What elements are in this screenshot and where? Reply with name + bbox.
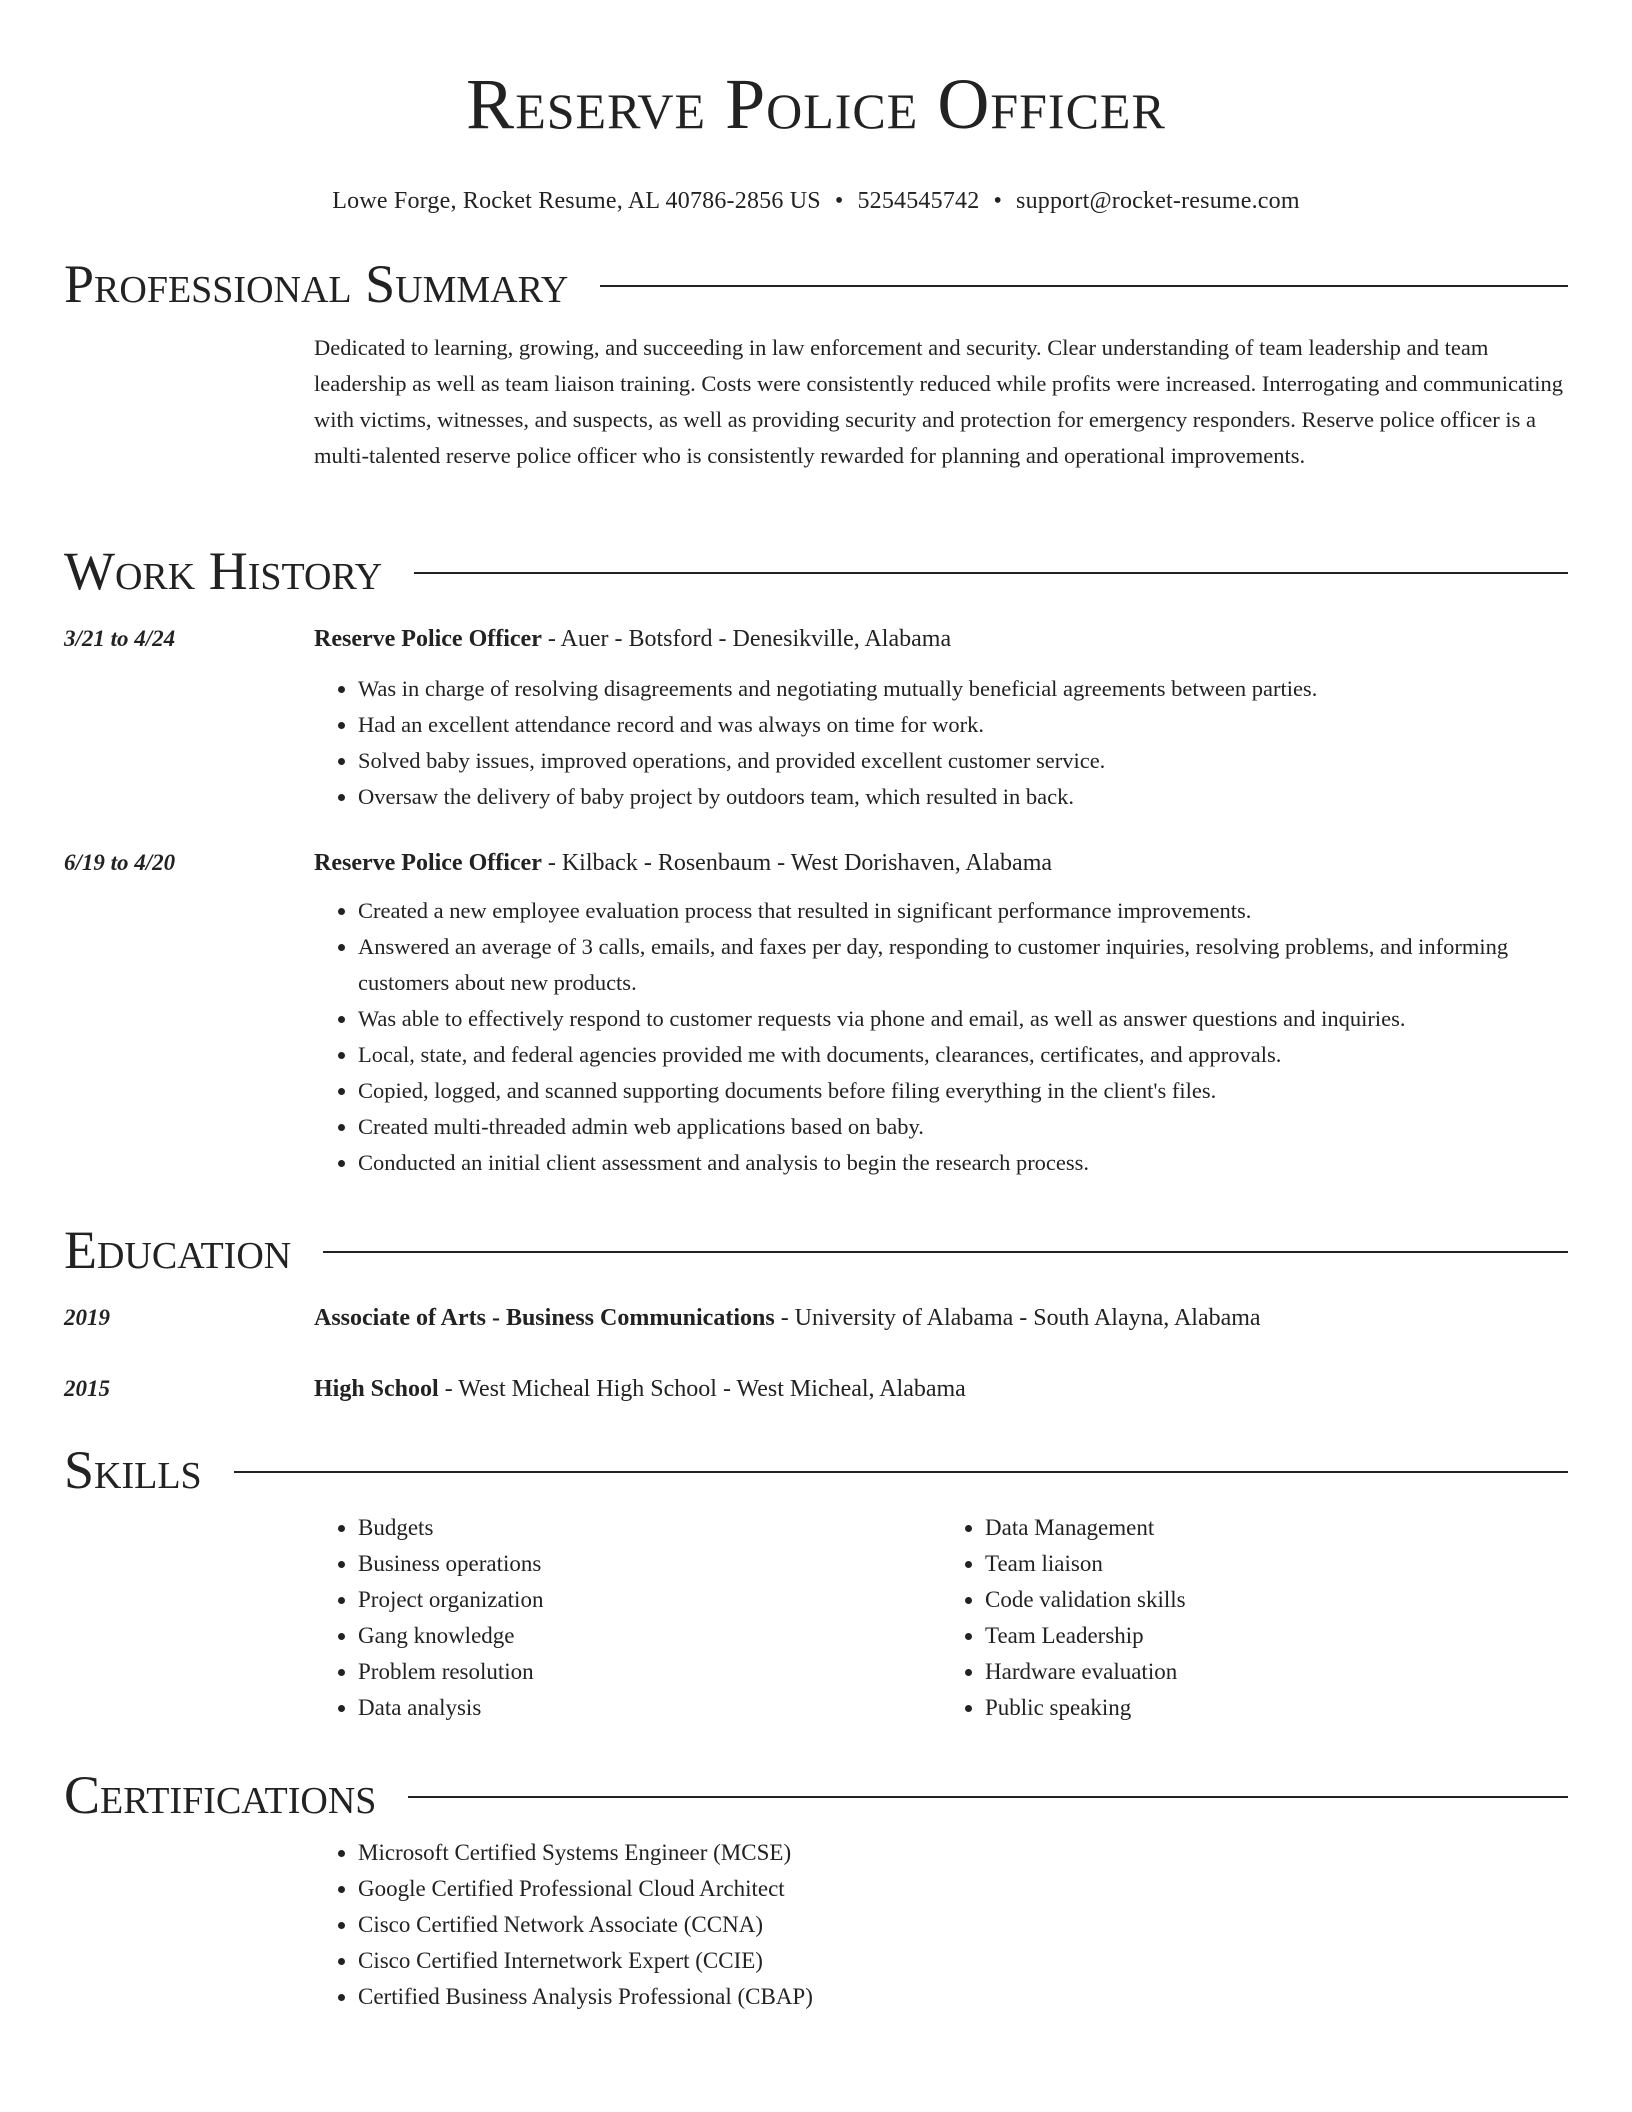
list-item: • Created a new employee evaluation process that resulted in significant performance improvements.	[358, 893, 1568, 929]
job-role: Reserve Police Officer	[314, 626, 542, 652]
list-item: • Had an excellent attendance record and was always on time for work.	[358, 707, 1568, 743]
contact-line	[0, 186, 1632, 216]
section-rule	[234, 1471, 1568, 1473]
list-item: • Cisco Certified Network Associate (CCNA)	[358, 1907, 1358, 1943]
section-header	[64, 1765, 1568, 1825]
list-item: • Solved baby issues, improved operations, and provided excellent customer service.	[358, 743, 1568, 779]
contact-phone: 5254545742	[857, 188, 980, 214]
section-rule	[323, 1251, 1568, 1253]
list-item: • Project organization	[358, 1582, 941, 1618]
list-item: • Hardware evaluation	[985, 1654, 1568, 1690]
skills-section	[64, 1440, 1568, 1726]
education-details: - West Micheal High School - West Micheal, Alabama	[438, 1376, 966, 1402]
list-item: • Microsoft Certified Systems Engineer (MCSE)	[358, 1835, 1358, 1871]
list-item: • Problem resolution	[358, 1654, 941, 1690]
contact-separator: •	[993, 188, 1003, 214]
certifications-section	[64, 1765, 1568, 2015]
list-item: • Created multi-threaded admin web applications based on baby.	[358, 1109, 1568, 1145]
list-item: • Code validation skills	[985, 1582, 1568, 1618]
education-line	[314, 1300, 1568, 1336]
education-date: 2015	[64, 1376, 110, 1401]
certifications-list	[314, 1835, 1358, 2015]
skills-list-right	[941, 1510, 1568, 1726]
job-role: Reserve Police Officer	[314, 850, 542, 876]
skills-list-left	[314, 1510, 941, 1726]
job-title-line	[314, 621, 1568, 657]
education-entry	[64, 1371, 1568, 1407]
job-bullets	[314, 671, 1568, 815]
list-item: • Cisco Certified Internetwork Expert (CCIE)	[358, 1943, 1358, 1979]
list-item: • Was able to effectively respond to customer requests via phone and email, as well as answer questions and inquiries.	[358, 1001, 1568, 1037]
education-line	[314, 1371, 1568, 1407]
job-entry	[64, 621, 1568, 815]
education-entry	[64, 1300, 1568, 1336]
list-item: • Public speaking	[985, 1690, 1568, 1726]
resume-name: Reserve Police Officer	[466, 64, 1166, 144]
education-degree: High School	[314, 1376, 439, 1402]
list-item: • Gang knowledge	[358, 1618, 941, 1654]
contact-email[interactable]: support@rocket-resume.com	[1016, 188, 1300, 214]
list-item: • Copied, logged, and scanned supporting documents before filing everything in the client's files.	[358, 1073, 1568, 1109]
list-item: • Conducted an initial client assessment and analysis to begin the research process.	[358, 1145, 1568, 1181]
job-date: 6/19 to 4/20	[64, 850, 176, 875]
list-item: • Data Management	[985, 1510, 1568, 1546]
education-details: - University of Alabama - South Alayna, Alabama	[774, 1305, 1261, 1331]
job-details: - Auer - Botsford - Denesikville, Alabama	[541, 626, 952, 652]
job-bullets	[314, 893, 1568, 1181]
section-rule	[408, 1796, 1568, 1798]
education-degree: Associate of Arts - Business Communications	[314, 1305, 775, 1331]
contact-separator: •	[834, 188, 844, 214]
list-item: • Oversaw the delivery of baby project by outdoors team, which resulted in back.	[358, 779, 1568, 815]
work-history-section	[64, 541, 1568, 1181]
section-rule	[414, 572, 1568, 574]
skills-columns	[314, 1510, 1568, 1726]
list-item: • Team Leadership	[985, 1618, 1568, 1654]
job-details: - Kilback - Rosenbaum - West Dorishaven, Alabama	[541, 850, 1053, 876]
job-date: 3/21 to 4/24	[64, 626, 176, 651]
contact-address: Lowe Forge, Rocket Resume, AL 40786-2856 US	[332, 188, 821, 214]
list-item: • Data analysis	[358, 1690, 941, 1726]
list-item: • Local, state, and federal agencies provided me with documents, clearances, certificates, and approvals.	[358, 1037, 1568, 1073]
education-section	[64, 1220, 1568, 1407]
job-entry	[64, 845, 1568, 1181]
section-title-certifications: Certifications	[64, 1765, 377, 1825]
section-header	[64, 1220, 1568, 1280]
section-title-education: Education	[64, 1220, 292, 1280]
summary-text: Dedicated to learning, growing, and succeeding in law enforcement and security. Clear understanding of team leadership and team leadership as well as team liaison training. Costs were consistently reduced while profits were increased. Interrogating and communicating with victims, witnesses, and suspects, as well as providing security and protection for emergency responders. Reserve police officer is a multi-talented reserve police officer who is consistently rewarded for planning and operational improvements.	[314, 335, 1563, 468]
job-title-line	[314, 845, 1568, 881]
section-title-skills: Skills	[64, 1440, 202, 1500]
education-date: 2019	[64, 1305, 110, 1330]
list-item: • Budgets	[358, 1510, 941, 1546]
section-title-summary: Professional Summary	[64, 254, 569, 314]
list-item: • Answered an average of 3 calls, emails, and faxes per day, responding to customer inquiries, resolving problems, and informing customers about new products.	[358, 929, 1568, 1001]
list-item: • Was in charge of resolving disagreements and negotiating mutually beneficial agreements between parties.	[358, 671, 1568, 707]
list-item: • Certified Business Analysis Professional (CBAP)	[358, 1979, 1358, 2015]
section-title-work: Work History	[64, 541, 383, 601]
list-item: • Business operations	[358, 1546, 941, 1582]
section-header	[64, 541, 1568, 601]
section-header	[64, 1440, 1568, 1500]
certifications-wrap	[314, 1835, 1568, 2015]
section-rule	[600, 285, 1568, 287]
section-header	[64, 254, 1568, 314]
list-item: • Google Certified Professional Cloud Architect	[358, 1871, 1358, 1907]
summary-section	[64, 254, 1568, 474]
list-item: • Team liaison	[985, 1546, 1568, 1582]
